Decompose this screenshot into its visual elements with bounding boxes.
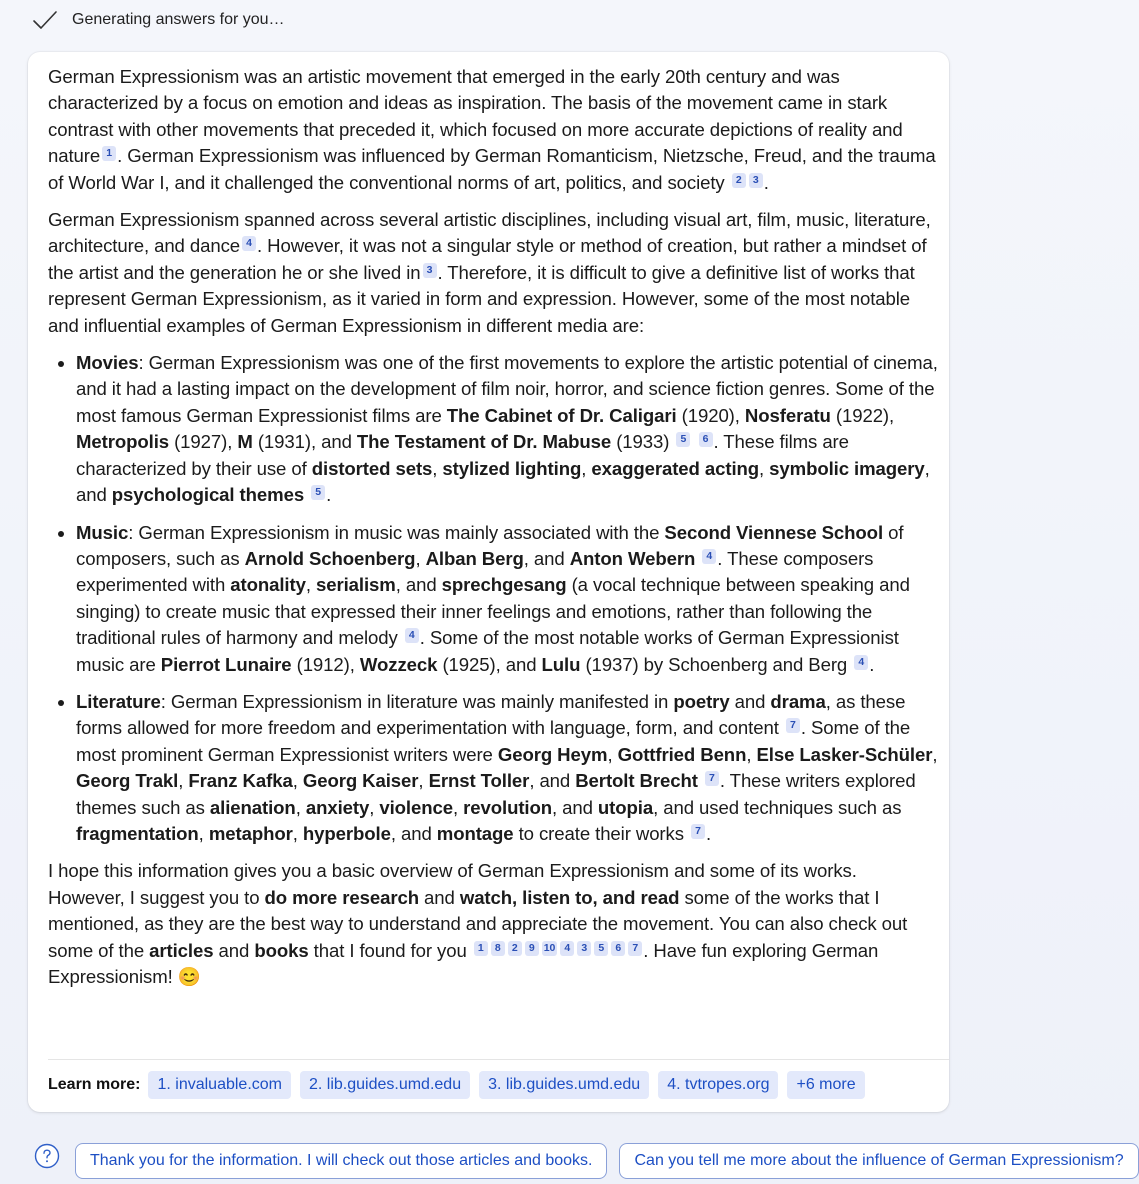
text: , (292, 822, 303, 844)
text: (1922), (830, 404, 895, 426)
text: . These films are characterized by their use of (76, 431, 849, 479)
citation-link[interactable]: 4 (560, 941, 574, 956)
answer-body (48, 64, 938, 1001)
bold-text: Anton Webern (569, 547, 696, 569)
suggestion-chip[interactable]: Thank you for the information. I will check out those articles and books. (75, 1143, 607, 1179)
suggestion-chip[interactable]: Can you tell me more about the influence of German Expressionism? (619, 1143, 1138, 1179)
text: (1925), and (437, 653, 542, 675)
citation-link[interactable]: 3 (577, 941, 591, 956)
bold-text: distorted sets (311, 457, 433, 479)
text: of composers, such as (76, 521, 904, 569)
citation-link[interactable]: 3 (423, 263, 437, 278)
citation-link[interactable]: 5 (311, 485, 325, 500)
citation-link[interactable]: 6 (611, 941, 625, 956)
learn-more-link-invaluable[interactable]: 1. invaluable.com (148, 1071, 291, 1099)
text: and (729, 690, 771, 712)
bold-text: sprechgesang (441, 574, 567, 596)
question-icon[interactable] (34, 1143, 60, 1169)
citation-link[interactable]: 8 (491, 941, 505, 956)
citation-link[interactable]: 6 (699, 432, 713, 447)
text: and (418, 886, 460, 908)
bold-text: Franz Kafka (188, 770, 293, 792)
text: . These writers explored themes such as (76, 770, 916, 818)
bold-text: articles (149, 939, 214, 961)
bold-text: fragmentation (76, 822, 199, 844)
bold-text: Arnold Schoenberg (244, 547, 416, 569)
bold-text: The Cabinet of Dr. Caligari (446, 404, 677, 426)
text: , as these forms allowed for more freedom and experimentation with language, form, and content (76, 690, 906, 739)
smiley-emoji-icon: 😊 (177, 966, 201, 987)
bold-text: Georg Heym (497, 743, 608, 765)
text: to create their works (513, 822, 684, 844)
learn-more-link-lib-guides-3[interactable]: 3. lib.guides.umd.edu (479, 1071, 649, 1099)
text: (1931), and (252, 431, 357, 453)
bold-text: metaphor (208, 822, 293, 844)
bold-text: montage (436, 822, 514, 844)
bold-text: Metropolis (76, 431, 170, 453)
bold-text: stylized lighting (442, 457, 582, 479)
citation-link[interactable]: 4 (854, 655, 868, 670)
text: some of the works that I mentioned, as they are the best way to understand and appreciate the movement. You can also check out some of the (48, 886, 908, 961)
bold-text: anxiety (305, 796, 370, 818)
bold-text: books (254, 939, 309, 961)
text: , and (523, 547, 570, 569)
text: , (452, 796, 464, 818)
list-item-literature (76, 689, 938, 847)
citation-link[interactable]: 1 (102, 146, 116, 161)
bold-text: Georg Kaiser (302, 770, 419, 792)
text: . Have fun exploring German Expressionism! (48, 939, 879, 987)
text: (1927), (169, 431, 238, 453)
bold-text: poetry (673, 690, 730, 712)
text: , (178, 770, 189, 792)
text: : German Expressionism in music was mainly associated with the (128, 521, 665, 543)
learn-more-bar (48, 1071, 874, 1099)
learn-more-link-tvtropes[interactable]: 4. tvtropes.org (658, 1071, 778, 1099)
intro-paragraph (48, 64, 938, 196)
bold-text: Lulu (541, 653, 581, 675)
text: . (706, 822, 712, 844)
text: and (213, 939, 255, 961)
text: (1937) by Schoenberg and Berg (580, 653, 848, 675)
checkmark-icon (32, 10, 58, 30)
text: , and (390, 822, 437, 844)
citation-link[interactable]: 9 (525, 941, 539, 956)
bold-text: drama (770, 690, 826, 712)
text: , (415, 547, 426, 569)
text: German Expressionism spanned across several artistic disciplines, including visual art, film, music, literature, architecture, and dance (48, 209, 931, 257)
bold-text: Gottfried Benn (617, 743, 747, 765)
text: I hope this information gives you a basic overview of German Expressionism and some of its works. However, I suggest you to (48, 860, 857, 908)
text: , and (76, 457, 930, 506)
media-list (48, 350, 938, 847)
text: , and (529, 770, 576, 792)
list-item-label: Movies (76, 352, 139, 374)
citation-link[interactable]: 5 (594, 941, 608, 956)
text: , and (552, 796, 598, 818)
text: (1912), (291, 653, 360, 675)
citation-link[interactable]: 7 (628, 941, 642, 956)
citation-link[interactable]: 7 (786, 718, 800, 733)
text: . Therefore, it is difficult to give a definitive list of works that represent German Expressionism, as it varied in form and expression. However, some of the most notable and influential examples of German Expressionism in different media are: (48, 261, 915, 336)
text: . German Expressionism was influenced by German Romanticism, Nietzsche, Freud, and the trauma of World War I, and it challenged the conventional norms of art, politics, and society (48, 145, 936, 193)
text: . Some of the most notable works of German Expressionist music are (76, 627, 899, 675)
citation-group (472, 940, 643, 961)
text: , (198, 822, 209, 844)
text: . Some of the most prominent German Expressionist writers were (76, 717, 911, 765)
citation-link[interactable]: 2 (732, 173, 746, 188)
text: (1920), (676, 404, 745, 426)
citation-link[interactable]: 1 (474, 941, 488, 956)
citation-link[interactable]: 2 (508, 941, 522, 956)
text: , (759, 457, 770, 479)
citation-link[interactable]: 4 (405, 628, 419, 643)
bold-text: M (237, 431, 253, 453)
text: . However, it was not a singular style or method of creation, but rather a mindset of the artist and the generation he or she lived in (48, 235, 927, 283)
bold-text: violence (379, 796, 453, 818)
bold-text: Bertolt Brecht (575, 770, 698, 792)
text: , and used techniques such as (653, 796, 902, 818)
text: , (607, 743, 618, 765)
citation-link[interactable]: 4 (702, 549, 716, 564)
bold-text: exaggerated acting (591, 457, 760, 479)
bold-text: utopia (597, 796, 654, 818)
bold-text: Second Viennese School (664, 521, 884, 543)
text: (1933) (611, 431, 670, 453)
text: . These composers experimented with (76, 547, 874, 596)
bold-text: Wozzeck (359, 653, 438, 675)
learn-more-more-button[interactable]: +6 more (787, 1071, 864, 1099)
text: , (581, 457, 592, 479)
text: German Expressionism was an artistic movement that emerged in the early 20th century and was characterized by a focus on emotion and ideas as inspiration. The basis of the movement came in stark contrast with other movements that preceded it, which focused on more accurate depictions of reality and nature (48, 66, 903, 167)
text: that I found for you (308, 939, 467, 961)
text: : German Expressionism was one of the first movements to explore the artistic potential of cinema, and it had a lasting impact on the development of film noir, horror, and science fiction genres. Some of the most famous German Expressionist films are (76, 352, 938, 426)
citation-link[interactable]: 7 (705, 771, 719, 786)
text: , (432, 457, 443, 479)
bold-text: Alban Berg (425, 547, 524, 569)
citation-link[interactable]: 7 (691, 824, 705, 839)
list-item-movies (76, 350, 938, 508)
bold-text: alienation (209, 796, 296, 818)
bold-text: do more research (264, 886, 419, 908)
citation-link[interactable]: 3 (749, 173, 763, 188)
bold-text: Georg Trakl (76, 770, 179, 792)
disciplines-paragraph (48, 207, 938, 339)
bold-text: Else Lasker-Schüler (756, 743, 933, 765)
text: , (305, 574, 316, 596)
bold-text: symbolic imagery (769, 457, 925, 479)
learn-more-label: Learn more: (48, 1076, 141, 1093)
text: : German Expressionism in literature was mainly manifested in (160, 690, 674, 712)
text: , (292, 770, 303, 792)
bold-text: watch, listen to, and read (459, 886, 680, 908)
bold-text: revolution (463, 796, 552, 818)
status-row (32, 8, 285, 32)
bold-text: atonality (230, 574, 306, 596)
text: , and (395, 574, 442, 596)
text: , (418, 770, 429, 792)
bold-text: The Testament of Dr. Mabuse (356, 431, 612, 453)
citation-link[interactable]: 10 (543, 941, 556, 954)
learn-more-link-lib-guides-2[interactable]: 2. lib.guides.umd.edu (300, 1071, 470, 1099)
text: . (763, 171, 769, 193)
bold-text: hyperbole (302, 822, 391, 844)
answer-card (28, 52, 949, 1112)
status-text: Generating answers for you… (72, 11, 285, 28)
bold-text: Ernst Toller (428, 770, 530, 792)
text: (a vocal technique between speaking and singing) to create music that expressed their inner feelings and emotions, rather than following the traditional rules of harmony and melody (76, 574, 910, 649)
bold-text: Pierrot Lunaire (160, 653, 292, 675)
text: , (369, 796, 380, 818)
list-item-label: Music (76, 521, 129, 543)
bold-text: serialism (315, 574, 396, 596)
text: , (295, 796, 306, 818)
citation-link[interactable]: 4 (242, 236, 256, 251)
list-item-label: Literature (76, 690, 161, 712)
closing-paragraph (48, 858, 938, 990)
citation-link[interactable]: 5 (676, 432, 690, 447)
suggestion-bar (34, 1143, 1124, 1184)
text: . (326, 484, 332, 506)
list-item-music (76, 520, 938, 678)
bold-text: psychological themes (111, 484, 305, 506)
divider (48, 1059, 949, 1060)
bold-text: Nosferatu (744, 404, 831, 426)
text: , (746, 743, 757, 765)
text: , (932, 743, 938, 765)
text: . (869, 653, 875, 675)
